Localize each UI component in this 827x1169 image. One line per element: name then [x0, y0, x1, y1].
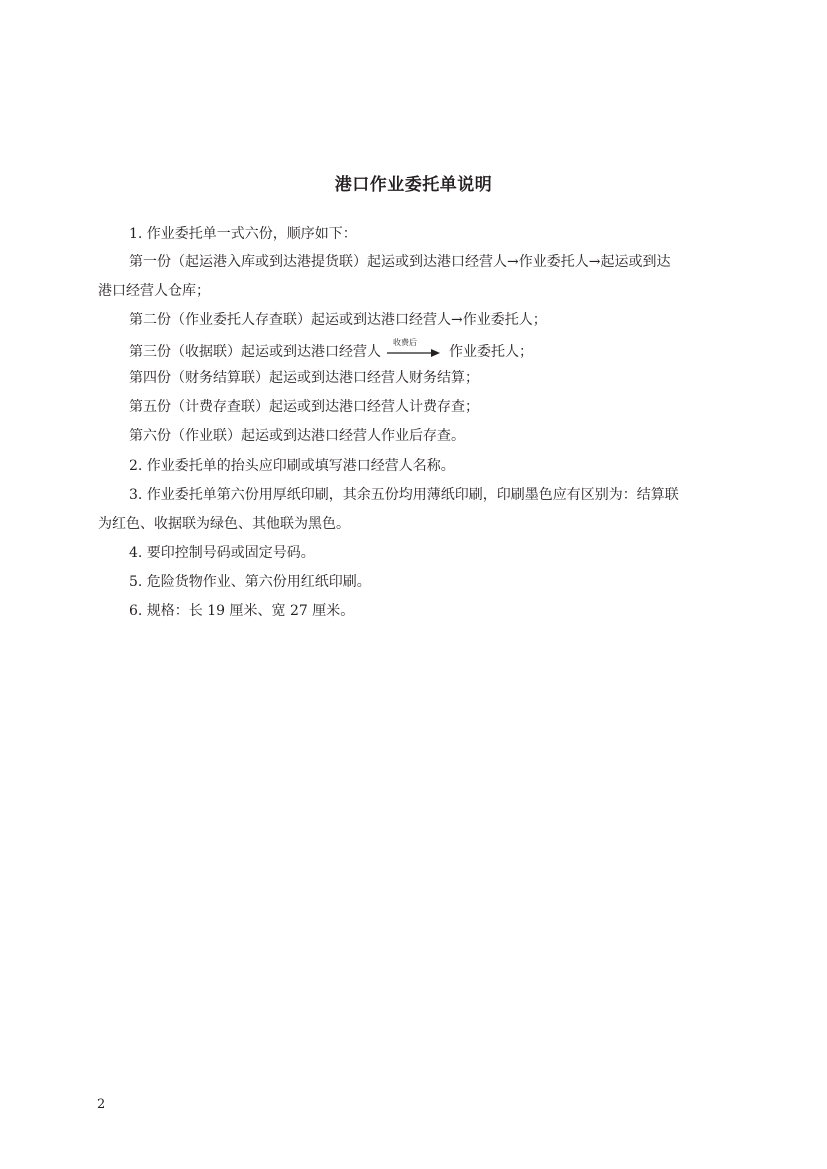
flow-arrow-label: 收费后	[393, 338, 417, 347]
copy-4-line: 第四份（财务结算联）起运或到达港口经营人财务结算；	[129, 370, 479, 386]
document-title: 港口作业委托单说明	[334, 175, 493, 195]
item-3-line-a: 3. 作业委托单第六份用厚纸印刷，其余五份均用薄纸印刷，印刷墨色应有区别为：结算联	[129, 487, 679, 503]
copy-3-suffix: 作业委托人；	[449, 344, 533, 360]
copy-1-line-b: 港口经营人仓库；	[98, 283, 210, 299]
item-2-header: 2. 作业委托单的抬头应印刷或填写港口经营人名称。	[129, 458, 455, 474]
right-arrow-icon	[387, 348, 443, 358]
copy-1-line-a: 第一份（起运港入库或到达港提货联）起运或到达港口经营人→作业委托人→起运或到达	[129, 254, 671, 270]
copy-5-line: 第五份（计费存查联）起运或到达港口经营人计费存查；	[129, 399, 479, 415]
copy-6-line: 第六份（作业联）起运或到达港口经营人作业后存查。	[129, 428, 465, 444]
page-number: 2	[97, 1097, 106, 1112]
copy-3-prefix: 第三份（收据联）起运或到达港口经营人	[129, 344, 381, 360]
item-3-line-b: 为红色、收据联为绿色、其他联为黑色。	[98, 516, 350, 532]
item-4-control-number: 4. 要印控制号码或固定号码。	[129, 545, 315, 561]
item-6-dimensions: 6. 规格：长 19 厘米、宽 27 厘米。	[129, 603, 355, 619]
flow-arrow	[387, 338, 443, 360]
copy-3-line	[129, 338, 533, 360]
copy-2-line: 第二份（作业委托人存查联）起运或到达港口经营人→作业委托人；	[129, 312, 547, 328]
item-1-copies: 1. 作业委托单一式六份，顺序如下：	[129, 226, 357, 242]
item-5-dangerous-goods: 5. 危险货物作业、第六份用红纸印刷。	[129, 574, 371, 590]
